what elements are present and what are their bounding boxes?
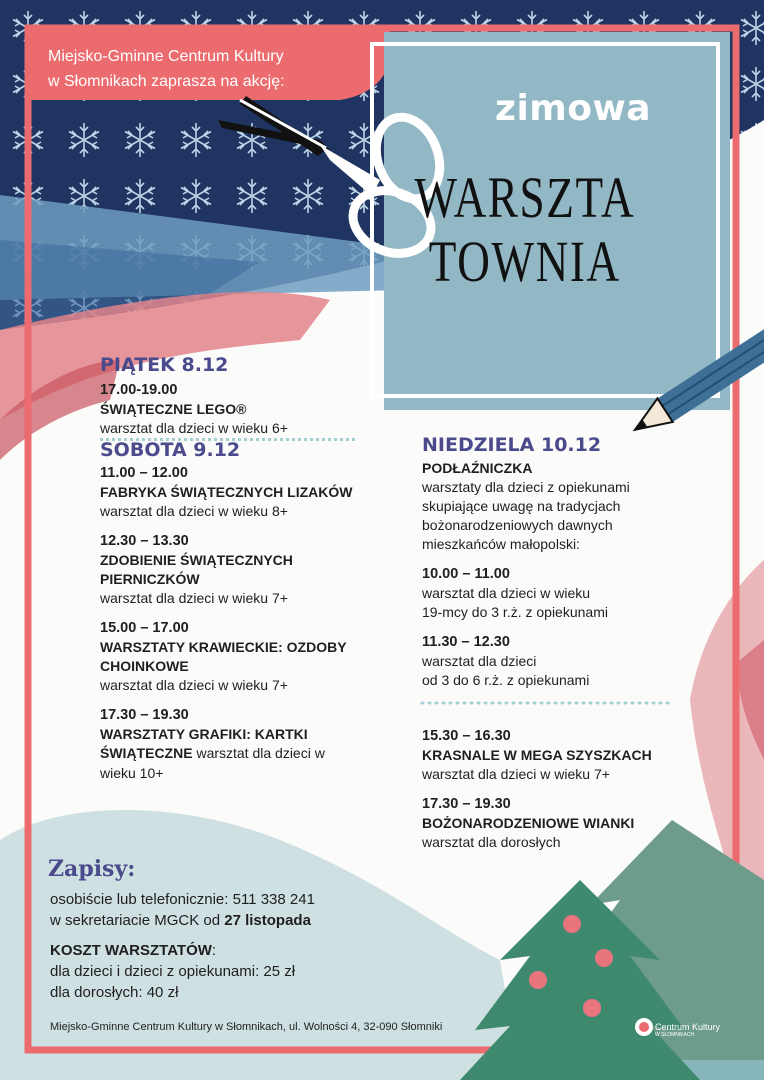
sunday-session-2-desc-2: od 3 do 6 r.ż. z opiekunami <box>422 672 590 688</box>
registration-heading: Zapisy: <box>48 856 136 882</box>
saturday-event-4-desc: warsztat dla dzieci w <box>192 745 325 761</box>
sunday-session-2-time: 11.30 – 12.30 <box>422 634 510 650</box>
cost-heading: KOSZT WARSZTATÓW <box>50 942 212 959</box>
sunday-session-1-time: 10.00 – 11.00 <box>422 566 510 582</box>
sunday-event-3-name: KRASNALE W MEGA SZYSZKACH <box>422 747 652 763</box>
saturday-event-3-desc: warsztat dla dzieci w wieku 7+ <box>100 677 288 693</box>
friday-event-name: ŚWIĄTECZNE LEGO® <box>100 401 247 417</box>
saturday-event-3-time: 15.00 – 17.00 <box>100 620 189 636</box>
saturday-event-1-time: 11.00 – 12.00 <box>100 465 188 481</box>
title-zimowa: zimowa <box>495 88 652 129</box>
sunday-heading: NIEDZIELA 10.12 <box>422 434 602 456</box>
registration-info <box>50 889 430 1003</box>
right-schedule-column <box>422 436 722 852</box>
logo <box>655 1022 720 1038</box>
header-line-2: w Słomnikach zaprasza na akcję: <box>48 73 285 90</box>
organizer-invitation <box>48 44 368 94</box>
sunday-event-4-name: BOŻONARODZENIOWE WIANKI <box>422 815 635 831</box>
title-line-2: TOWNIA <box>428 229 621 294</box>
saturday-event-4-desc-2: wieku 10+ <box>100 765 164 781</box>
sunday-intro-1: warsztaty dla dzieci z opiekunami <box>422 479 630 495</box>
saturday-event-2-name-2: PIERNICZKÓW <box>100 571 200 587</box>
registration-line-2 <box>50 910 430 931</box>
title-warsztatownia <box>400 166 650 294</box>
registration-line-1: osobiście lub telefonicznie: 511 338 241 <box>50 891 315 908</box>
sunday-event-4-desc: warsztat dla dorosłych <box>422 834 561 850</box>
sunday-title: PODŁAŹNICZKA <box>422 460 533 476</box>
saturday-event-1-desc: warsztat dla dzieci w wieku 8+ <box>100 503 288 519</box>
sunday-intro-2: skupiające uwagę na tradycjach <box>422 498 621 514</box>
left-schedule-column <box>100 356 390 783</box>
saturday-event-4-line <box>100 744 390 764</box>
friday-heading: PIĄTEK 8.12 <box>100 354 229 376</box>
sunday-event-3-time: 15.30 – 16.30 <box>422 728 511 744</box>
sunday-event-3-desc: warsztat dla dzieci w wieku 7+ <box>422 766 610 782</box>
cost-colon: : <box>211 942 217 959</box>
saturday-event-2-desc: warsztat dla dzieci w wieku 7+ <box>100 590 288 606</box>
footer-address: Miejsko-Gminne Centrum Kultury w Słomnikach, ul. Wolności 4, 32-090 Słomniki <box>50 1021 443 1033</box>
sunday-session-1-desc-1: warsztat dla dzieci w wieku <box>422 585 591 601</box>
header-line-1: Miejsko-Gminne Centrum Kultury <box>48 48 284 65</box>
registration-line-2-text: w sekretariacie MGCK od <box>50 912 225 929</box>
friday-event-desc: warsztat dla dzieci w wieku 6+ <box>100 420 288 436</box>
cost-heading-line <box>50 940 430 961</box>
saturday-event-1-name: FABRYKA ŚWIĄTECZNYCH LIZAKÓW <box>100 484 353 500</box>
sunday-session-1-desc-2: 19-mcy do 3 r.ż. z opiekunami <box>422 604 608 620</box>
saturday-event-3-name-2: CHOINKOWE <box>100 658 189 674</box>
saturday-event-2-name-1: ZDOBIENIE ŚWIĄTECZNYCH <box>100 552 293 568</box>
logo-name: Centrum Kultury <box>655 1022 721 1032</box>
title-line-1: WARSZTA <box>414 165 636 230</box>
saturday-event-3-name-1: WARSZTATY KRAWIECKIE: OZDOBY <box>100 639 347 655</box>
saturday-event-4-name-2: ŚWIĄTECZNE <box>100 745 193 761</box>
friday-event-time: 17.00-19.00 <box>100 382 178 398</box>
saturday-event-4-name-1: WARSZTATY GRAFIKI: KARTKI <box>100 726 308 742</box>
saturday-event-2-time: 12.30 – 13.30 <box>100 533 189 549</box>
sunday-intro-3: bożonarodzeniowych dawnych <box>422 517 613 533</box>
sunday-event-4-time: 17.30 – 19.30 <box>422 796 511 812</box>
sunday-session-2-desc-1: warsztat dla dzieci <box>422 653 537 669</box>
saturday-heading: SOBOTA 9.12 <box>100 439 241 461</box>
cost-adults: dla dorosłych: 40 zł <box>50 984 179 1001</box>
sunday-intro-4: mieszkańców małopolski: <box>422 536 580 552</box>
saturday-event-4-time: 17.30 – 19.30 <box>100 707 189 723</box>
logo-subtitle: W SŁOMNIKACH <box>655 1032 695 1038</box>
registration-date: 27 listopada <box>224 912 311 929</box>
cost-children: dla dzieci i dzieci z opiekunami: 25 zł <box>50 963 296 980</box>
